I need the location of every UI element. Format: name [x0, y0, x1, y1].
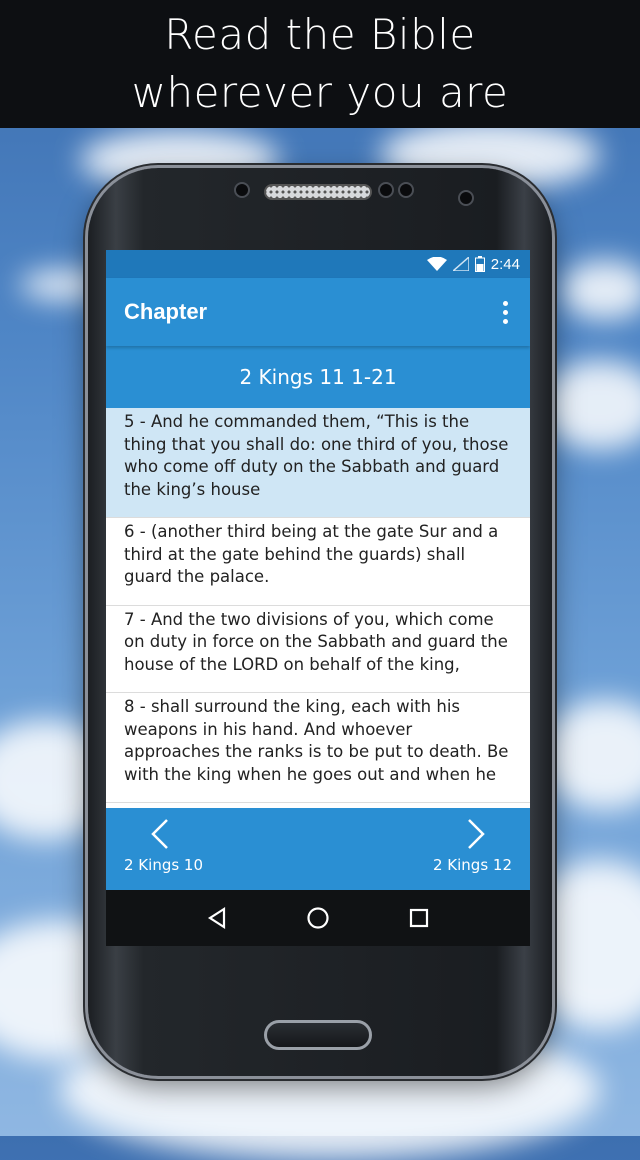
next-chapter-button[interactable]: [390, 808, 530, 890]
back-triangle-icon: [207, 907, 227, 929]
chevron-right-icon: [466, 818, 486, 850]
verse-item[interactable]: 6 - (another third being at the gate Sur and a third at the gate behind the guards) shall guard the palace.: [106, 518, 530, 606]
home-circle-icon: [306, 906, 330, 930]
page-title: Chapter: [124, 299, 208, 324]
wifi-icon: [427, 257, 447, 271]
cloud: [560, 260, 640, 320]
overflow-menu-icon[interactable]: [499, 297, 512, 328]
clock: 2:44: [490, 255, 520, 273]
verse-list[interactable]: [106, 408, 530, 808]
recents-button[interactable]: [399, 898, 439, 938]
verse-item[interactable]: 5 - And he commanded them, “This is the thing that you shall do: one third of you, those who come off duty on the Sabbath and guard the king’s house: [106, 408, 530, 518]
verse-item[interactable]: 8 - shall surround the king, each with his weapons in his hand. And whoever approaches the ranks is to be put to death. Be with the king when he goes out and when he: [106, 693, 530, 803]
home-button[interactable]: [298, 898, 338, 938]
verse-item[interactable]: 7 - And the two divisions of you, which come on duty in force on the Sabbath and guard the house of the LORD on behalf of the king,: [106, 606, 530, 694]
proximity-sensor: [234, 182, 250, 198]
earpiece-speaker: [264, 184, 372, 200]
next-chapter-label: 2 Kings 12: [432, 856, 512, 874]
cloud: [540, 360, 640, 450]
signal-icon: [453, 257, 469, 271]
system-navigation-bar: [106, 890, 530, 946]
cloud: [540, 700, 640, 810]
chapter-navigation: [106, 808, 530, 890]
battery-icon: [475, 256, 485, 272]
promo-banner: [0, 0, 640, 128]
previous-chapter-button[interactable]: [106, 808, 246, 890]
back-button[interactable]: [197, 898, 237, 938]
home-key[interactable]: [264, 1020, 372, 1050]
chapter-reference: 2 Kings 11 1-21: [106, 346, 530, 408]
promo-headline: Read the Bible: [164, 10, 476, 59]
status-bar: [106, 250, 530, 278]
promo-subheadline: wherever you are: [131, 68, 509, 117]
app-bar: [106, 278, 530, 346]
recents-square-icon: [409, 908, 429, 928]
chevron-left-icon: [150, 818, 170, 850]
previous-chapter-label: 2 Kings 10: [124, 856, 204, 874]
light-sensor: [398, 182, 414, 198]
light-sensor: [378, 182, 394, 198]
front-camera: [458, 190, 474, 206]
phone-screen: [106, 250, 530, 946]
